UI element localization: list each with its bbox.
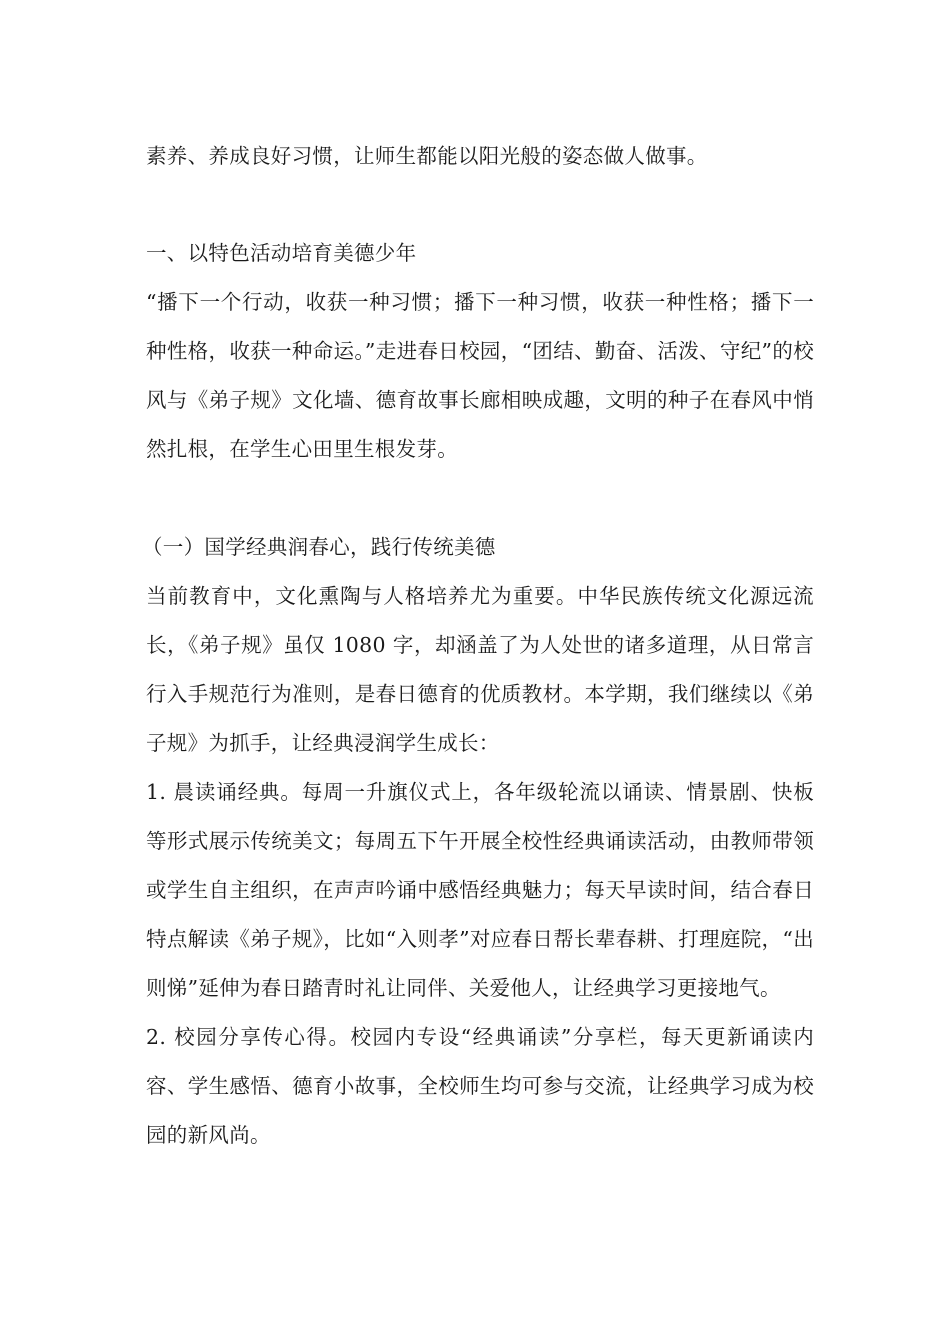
spacer <box>146 474 814 523</box>
section-heading: 一、以特色活动培育美德少年 <box>146 241 417 265</box>
spacer <box>146 181 814 229</box>
paragraph-continuation: 素养、养成良好习惯，让师生都能以阳光般的姿态做人做事。 <box>146 144 708 168</box>
list-item-1: 1. 晨读诵经典。每周一升旗仪式上，各年级轮流以诵读、情景剧、快板等形式展示传统美文；每周五下午开展全校性经典诵读活动，由教师带领或学生自主组织，在声声吟诵中感悟经典魅力；每天早读时间，结合春日特点解读《弟子规》，比如“入则孝”对应春日帮长辈春耕、打理庭院，“出则悌”延伸为春日踏青时礼让同伴、关爱他人，让经典学习更接地气。 <box>146 780 814 1000</box>
paragraph-intro: “播下一个行动，收获一种习惯；播下一种习惯，收获一种性格；播下一种性格，收获一种命运。”走进春日校园，“团结、勤奋、活泼、守纪”的校风与《弟子规》文化墙、德育故事长廊相映成趣，文明的种子在春风中悄然扎根，在学生心田里生根发芽。 <box>146 290 814 461</box>
document-body <box>142 132 814 1160</box>
subsection-heading: （一）国学经典润春心，践行传统美德 <box>142 535 496 559</box>
paragraph-body: 当前教育中，文化熏陶与人格培养尤为重要。中华民族传统文化源远流长，《弟子规》虽仅 1080 字，却涵盖了为人处世的诸多道理，从日常言行入手规范行为准则，是春日德育的优质教材。本学期，我们继续以《弟子规》为抓手，让经典浸润学生成长： <box>146 584 814 755</box>
list-item-2: 2. 校园分享传心得。校园内专设“经典诵读”分享栏，每天更新诵读内容、学生感悟、德育小故事，全校师生均可参与交流，让经典学习成为校园的新风尚。 <box>146 1025 814 1147</box>
